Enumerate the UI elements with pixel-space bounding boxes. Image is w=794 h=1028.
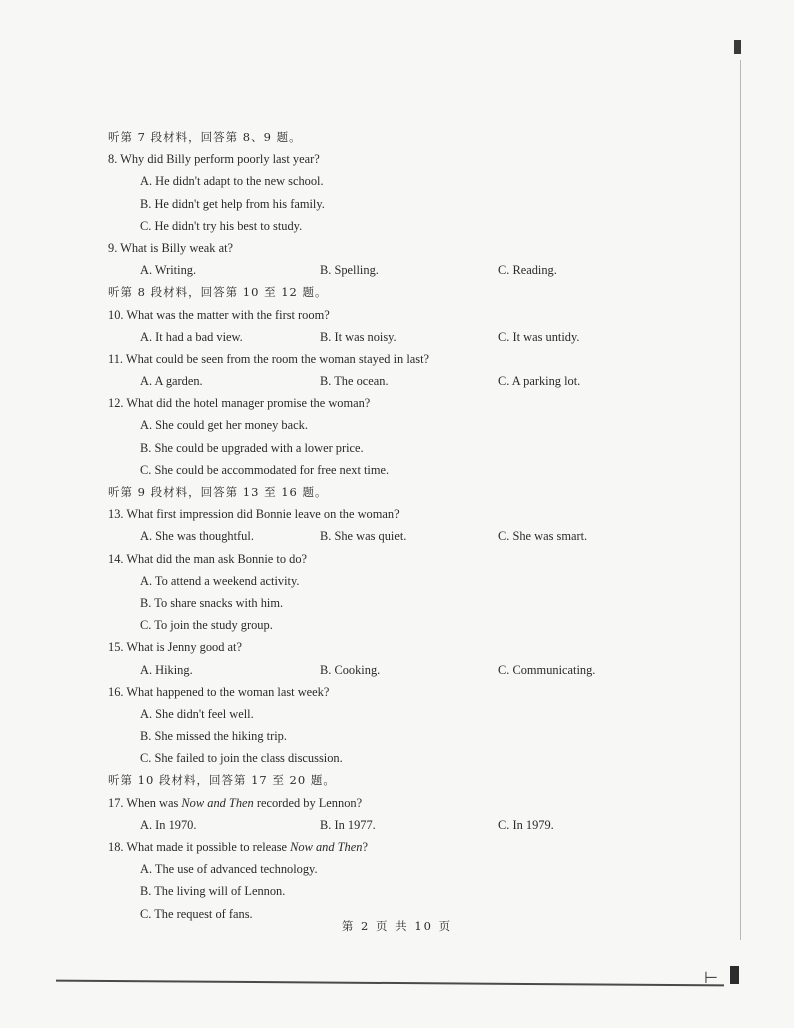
q9-options	[110, 259, 720, 281]
q9-option-b: B. Spelling.	[320, 263, 379, 278]
q17-options	[110, 814, 720, 836]
bottom-rule	[56, 980, 724, 987]
q13-option-c: C. She was smart.	[498, 529, 588, 544]
q11-options	[110, 370, 720, 392]
q11-option-b: B. The ocean.	[320, 374, 389, 389]
q18-song-title: Now and Then	[290, 840, 363, 854]
q17-stem-post: recorded by Lennon?	[253, 795, 363, 810]
question-16: 16. What happened to the woman last week?	[108, 684, 330, 699]
question-13: 13. What first impression did Bonnie leave on the woman?	[108, 507, 400, 522]
q13-options	[110, 525, 720, 547]
q18-stem-pre: 18. What made it possible to release	[108, 840, 291, 854]
q10-options	[110, 326, 720, 348]
q16-option-a: A. She didn't feel well.	[140, 706, 254, 721]
q12-option-a: A. She could get her money back.	[140, 418, 308, 433]
registration-mark-top	[734, 40, 741, 54]
section-heading-8: 听第 8 段材料，回答第 10 至 12 题。	[108, 285, 328, 300]
q14-option-a: A. To attend a weekend activity.	[140, 573, 300, 588]
question-11: 11. What could be seen from the room the woman stayed in last?	[108, 351, 430, 366]
question-12: 12. What did the hotel manager promise the woman?	[108, 396, 371, 411]
q15-option-c: C. Communicating.	[498, 662, 596, 677]
q15-option-b: B. Cooking.	[320, 662, 381, 677]
q12-option-b: B. She could be upgraded with a lower price.	[140, 440, 364, 455]
q15-option-a: A. Hiking.	[140, 662, 193, 677]
q17-song-title: Now and Then	[181, 795, 254, 810]
registration-mark-bottom	[730, 966, 739, 984]
q16-option-b: B. She missed the hiking trip.	[140, 729, 287, 744]
q18-option-a: A. The use of advanced technology.	[140, 862, 318, 877]
question-10: 10. What was the matter with the first room?	[108, 307, 330, 322]
q13-option-b: B. She was quiet.	[320, 529, 407, 544]
q13-option-a: A. She was thoughtful.	[140, 529, 254, 544]
q18-stem-post: ?	[362, 840, 368, 854]
q16-option-c: C. She failed to join the class discussion.	[140, 751, 343, 766]
q8-option-a: A. He didn't adapt to the new school.	[140, 174, 324, 189]
q11-option-c: C. A parking lot.	[498, 374, 581, 389]
q17-option-a: A. In 1970.	[140, 817, 197, 832]
q17-option-c: C. In 1979.	[498, 817, 554, 832]
q14-option-b: B. To share snacks with him.	[140, 595, 284, 610]
q15-options	[110, 659, 720, 681]
q10-option-b: B. It was noisy.	[320, 329, 397, 344]
question-8: 8. Why did Billy perform poorly last year?	[108, 152, 320, 167]
q17-option-b: B. In 1977.	[320, 817, 376, 832]
margin-line	[740, 60, 741, 940]
q10-option-c: C. It was untidy.	[498, 329, 580, 344]
q8-option-c: C. He didn't try his best to study.	[140, 218, 303, 233]
q17-stem-pre: 17. When was	[108, 795, 182, 810]
question-9: 9. What is Billy weak at?	[108, 240, 234, 255]
section-heading-10: 听第 10 段材料，回答第 17 至 20 题。	[108, 773, 336, 788]
q9-option-c: C. Reading.	[498, 263, 557, 278]
q10-option-a: A. It had a bad view.	[140, 329, 243, 344]
q18-option-b: B. The living will of Lennon.	[140, 884, 286, 899]
question-18	[108, 836, 720, 858]
section-heading-7: 听第 7 段材料，回答第 8、9 题。	[108, 130, 302, 144]
q9-option-a: A. Writing.	[140, 263, 197, 278]
q14-option-c: C. To join the study group.	[140, 618, 273, 633]
question-14: 14. What did the man ask Bonnie to do?	[108, 551, 308, 566]
q18-option-c: C. The request of fans.	[140, 906, 253, 921]
question-15: 15. What is Jenny good at?	[108, 640, 242, 655]
page-number: 第 2 页 共 10 页	[341, 919, 453, 933]
corner-mark-icon: ⊢	[704, 968, 718, 987]
q8-option-b: B. He didn't get help from his family.	[140, 196, 325, 211]
q12-option-c: C. She could be accommodated for free next time.	[140, 462, 390, 477]
question-list	[110, 126, 720, 925]
question-17	[108, 792, 720, 814]
q11-option-a: A. A garden.	[140, 374, 203, 389]
section-heading-9: 听第 9 段材料，回答第 13 至 16 题。	[108, 485, 328, 499]
